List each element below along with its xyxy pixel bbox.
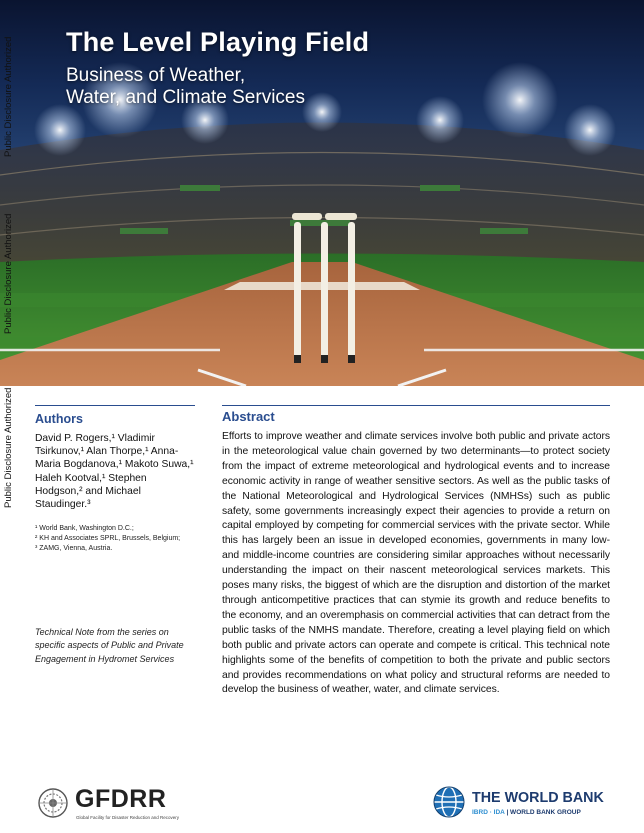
series-note: Technical Note from the series on specific aspects of Public and Private Engagement in Hydromet Services — [35, 627, 184, 664]
title-block — [66, 27, 369, 109]
authors-heading: Authors — [35, 412, 83, 426]
gfdrr-emblem-icon — [37, 787, 69, 819]
affiliations — [35, 524, 195, 554]
disclosure-label-1: Public Disclosure Authorized — [3, 36, 14, 157]
world-bank-logo — [432, 783, 612, 823]
gfdrr-wordmark: GFDRR — [75, 785, 167, 813]
gfdrr-tagline: Global Facility for Disaster Reduction and Recovery — [76, 815, 180, 820]
disclosure-label-3: Public Disclosure Authorized — [3, 387, 14, 508]
abstract-section — [222, 405, 610, 698]
world-bank-globe-icon — [432, 785, 466, 819]
gfdrr-logo — [37, 785, 197, 823]
authors-column — [35, 405, 195, 666]
disclosure-label-2: Public Disclosure Authorized — [3, 213, 14, 334]
affiliation-2: ² KH and Associates SPRL, Brussels, Belgium; — [35, 535, 181, 543]
affiliation-1: ¹ World Bank, Washington D.C.; — [35, 525, 134, 533]
subtitle-line-1: Business of Weather, — [66, 65, 246, 86]
subtitle-line-2: Water, and Climate Services — [66, 87, 305, 108]
abstract-divider — [222, 405, 610, 406]
page-title: The Level Playing Field — [66, 27, 370, 57]
page-subtitle — [66, 65, 369, 109]
ibrd-ida-label: IBRD · IDA — [472, 809, 505, 816]
affiliation-3: ³ ZAMG, Vienna, Austria. — [35, 545, 113, 553]
hero-image — [0, 0, 644, 386]
abstract-body: Efforts to improve weather and climate services involve both public and private actors in the meteorological value chain governed by two determinants—to protect society from the impact of extreme meteorological and hydrological events and to increase economic activity in range of weather sensitive sectors. As well as the public tasks of the National Meteorological and Hydrological Services (NMHSs) such as public safety, some governments increasingly expect their agencies to provide a return on capital employed by competing for commercial services with the private sector. While this has largely been an issue in developed economies, governments in many low- and middle-income countries are considering similar approaches without necessarily understanding the impact on their nascent meteorological services markets. This poses many risks, the biggest of which are the disruption and distortion of the market through anticompetitive practices that can stymie its growth and reduce benefits to the economy, and an overemphasis on commercial activities that can detract from the public tasks of the NMHS mandate. Therefore, creating a level playing field on which both public and private actors can operate and compete is critical. This technical note highlights some of the benefits of competition to both the private and public sectors and provides recommendations on what policy and structural reforms are needed to develop the business of weather, water, and climate services. — [222, 431, 610, 696]
world-bank-wordmark: THE WORLD BANK — [472, 790, 604, 806]
authors-divider — [35, 405, 195, 406]
world-bank-subline — [472, 809, 581, 816]
wbg-label: | WORLD BANK GROUP — [506, 809, 581, 816]
abstract-heading: Abstract — [222, 409, 275, 424]
authors-list: David P. Rogers,¹ Vladimir Tsirkunov,¹ Alan Thorpe,¹ Anna-Maria Bogdanova,¹ Makoto Suwa,¹ Haleh Kootval,¹ Stephen Hodgson,² and Michael Staudinger.³ — [35, 433, 194, 511]
